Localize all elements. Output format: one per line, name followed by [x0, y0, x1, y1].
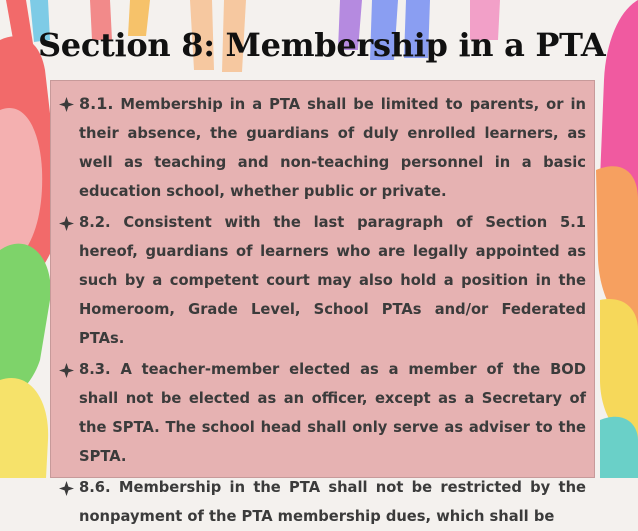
bullet-body: A teacher-member elected as a member of the BOD shall not be elected as an officer, except as a Secretary of the SPTA. The school head shall only serve as adviser to the SPTA.: [79, 361, 586, 465]
bullet-body: Consistent with the last paragraph of Section 5.1 hereof, guardians of learners who are legally appointed as such by a competent court may also hold a position in the Homeroom, Grade Level, School PTAs and/or Federated PTAs.: [79, 214, 586, 347]
bullet-body: Membership in a PTA shall be limited to parents, or in their absence, the guardians of duly enrolled learners, as well as teaching and non-teaching personnel in a basic education school, whether public or private.: [79, 96, 586, 200]
bullet-text: [79, 208, 586, 353]
diamond-bullet-icon: [57, 89, 79, 118]
list-item: [57, 473, 586, 531]
hand-right-teal: [600, 417, 638, 478]
slide-title: Section 8: Membership in a PTA: [38, 26, 606, 64]
diamond-bullet-icon: [57, 473, 79, 502]
list-item: [57, 355, 586, 471]
bullet-text: [79, 473, 586, 531]
bullet-number: 8.3.: [79, 361, 111, 378]
diamond-bullet-icon: [57, 355, 79, 384]
bullet-text: [79, 355, 586, 471]
diamond-bullet-icon: [57, 208, 79, 237]
bullet-number: 8.2.: [79, 214, 111, 231]
bullet-body: Membership in the PTA shall not be restricted by the nonpayment of the PTA membership dues, which shall be: [79, 479, 586, 525]
content-box: [50, 80, 595, 525]
bullet-number: 8.6.: [79, 479, 111, 496]
list-item: [57, 89, 586, 206]
bullet-number: 8.1.: [79, 94, 114, 113]
hand-left-yellow: [0, 378, 48, 478]
list-item: [57, 208, 586, 353]
hand-left-green: [0, 244, 51, 400]
bullet-list: [51, 81, 594, 531]
bullet-text: [79, 89, 586, 206]
